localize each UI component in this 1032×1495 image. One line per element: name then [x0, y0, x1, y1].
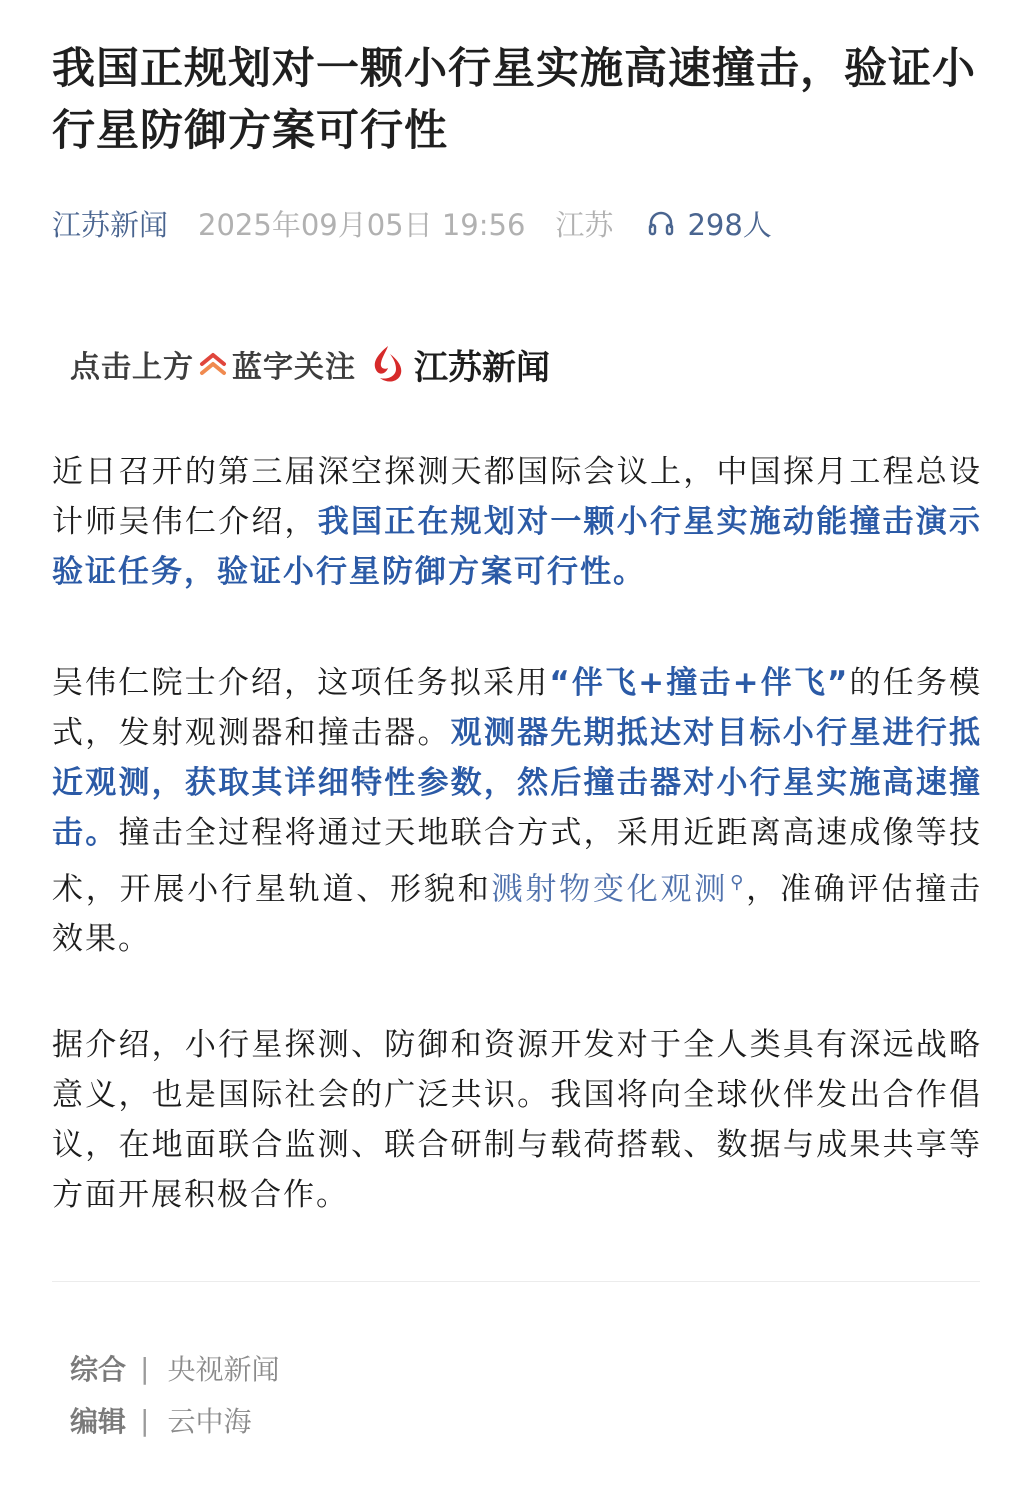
- publish-datetime: 2025年09月05日 19:56: [198, 207, 526, 242]
- follow-banner[interactable]: [70, 338, 550, 390]
- search-icon[interactable]: ⚲: [730, 872, 746, 893]
- credit-source: [70, 1346, 279, 1390]
- follow-prefix: 点击上方: [70, 350, 194, 385]
- region-label: 江苏: [555, 207, 614, 242]
- paragraph-1-text: 近日召开的第三届深空探测天都国际会议上，中国探月工程总设计师吴伟仁介绍，: [52, 454, 982, 540]
- paragraph-3: 据介绍，小行星探测、防御和资源开发对于全人类具有深远战略意义，也是国际社会的广泛共识。我国将向全球伙伴发出合作倡议，在地面联合监测、联合研制与载荷搭载、数据与成果共享等方面开展积极合作。: [52, 1027, 982, 1213]
- credit-source-value: 央视新闻: [167, 1353, 280, 1386]
- listen-count: 298人: [687, 207, 772, 242]
- paragraph-1-highlight: 我国正在规划对一颗小行星实施动能撞击演示验证任务，验证小行星防御方案可行性。: [52, 504, 983, 590]
- credit-separator: |: [140, 1403, 150, 1437]
- divider: [52, 1281, 980, 1282]
- follow-suffix: 蓝字关注: [232, 350, 356, 385]
- credit-editor-value: 云中海: [167, 1405, 252, 1438]
- credit-source-label: 综合: [70, 1353, 127, 1386]
- credit-editor-label: 编辑: [70, 1405, 127, 1438]
- mission-mode-highlight: “伴飞+撞击+伴飞”: [549, 665, 850, 701]
- paragraph-2: [52, 658, 982, 964]
- source-link[interactable]: 江苏新闻: [52, 207, 169, 242]
- article-title: 我国正规划对一颗小行星实施高速撞击，验证小行星防御方案可行性: [52, 44, 976, 156]
- paragraph-2-highlight: 观测器先期抵达对目标小行星进行抵近观测，获取其详细特性参数，然后撞击器对小行星实施高速撞击。: [52, 715, 983, 851]
- article-meta: [52, 198, 772, 248]
- paragraph-1: [52, 447, 982, 597]
- paragraph-2-text-a: 吴伟仁院士介绍，这项任务拟采用: [52, 665, 550, 701]
- credit-editor: [70, 1398, 251, 1442]
- search-term-link[interactable]: 溅射物变化观测: [491, 871, 729, 908]
- chevron-up-icon: [198, 349, 228, 379]
- headphones-icon: [647, 209, 675, 237]
- paragraph-2-text-e: 撞击全过程将通过天地联合方式，采用近距离高速成像等技术，开展小行星轨道、形貌和: [52, 815, 983, 908]
- jiangsu-news-logo: [368, 344, 408, 384]
- paragraph-2-text-c: 的任务模式，发射观测器和撞击器。: [52, 665, 983, 751]
- brand-name: 江苏新闻: [414, 347, 550, 388]
- listen-button[interactable]: [647, 203, 771, 244]
- credit-separator: |: [140, 1351, 150, 1385]
- paragraph-2-text-f: ，准确评估撞击效果。: [52, 871, 983, 958]
